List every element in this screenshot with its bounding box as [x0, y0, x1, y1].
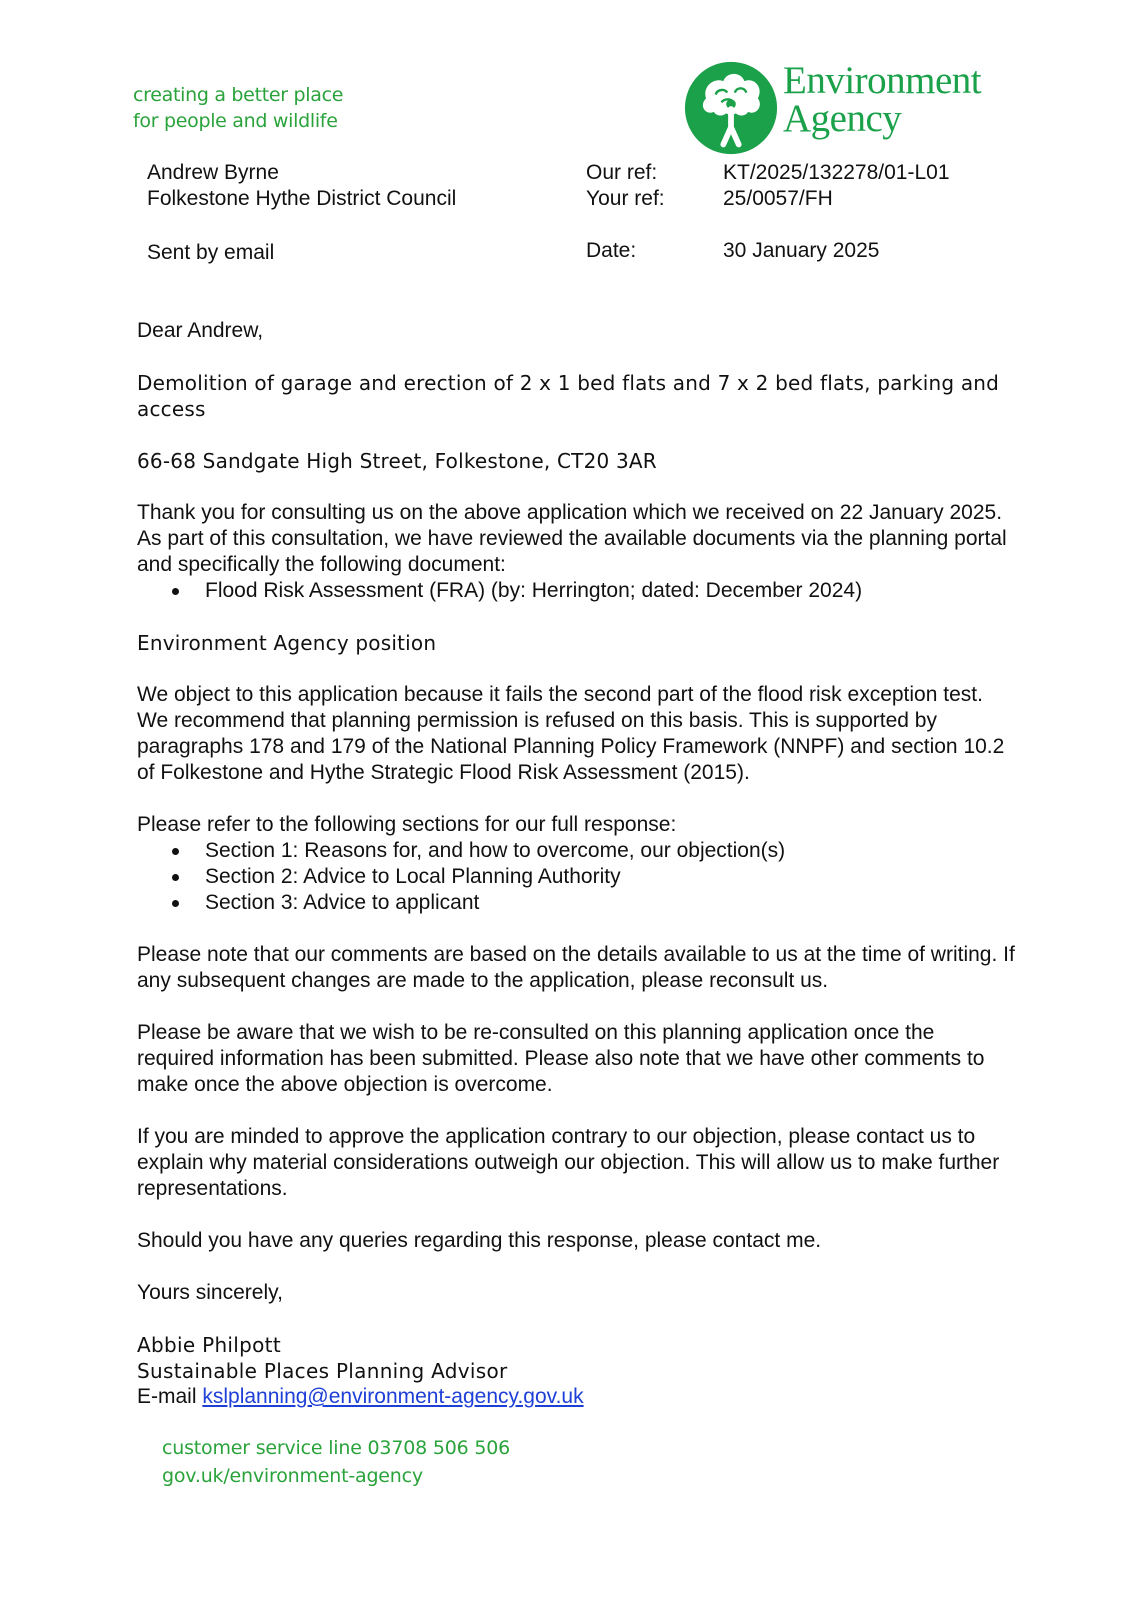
- list-item: Flood Risk Assessment (FRA) (by: Herrington; dated: December 2024): [205, 578, 1017, 604]
- reconsult-paragraph: Please be aware that we wish to be re-consulted on this planning application once the required information has been submitted. Please also note that we have other comments to make once the above objection is overcome.: [137, 1021, 985, 1096]
- sections-intro: Please refer to the following sections for our full response:: [137, 813, 677, 836]
- website: gov.uk/environment-agency: [162, 1465, 423, 1487]
- recipient-address: [147, 160, 456, 212]
- logo-word-environment: Environment: [783, 59, 982, 102]
- position-heading: Environment Agency position: [137, 631, 437, 655]
- recipient-organisation: Folkestone Hythe District Council: [147, 187, 457, 210]
- environment-agency-logo: [683, 58, 1023, 158]
- date-label: Date:: [586, 239, 637, 262]
- customer-service-line: customer service line 03708 506 506: [162, 1437, 510, 1459]
- your-ref-value: 25/0057/FH: [723, 187, 833, 210]
- delivery-method: Sent by email: [147, 241, 275, 264]
- subject: Demolition of garage and erection of 2 x 1 bed flats and 7 x 2 bed flats, parking and access: [137, 371, 1000, 421]
- logo-wordmark: [783, 59, 982, 140]
- signatory-role: Sustainable Places Planning Advisor: [137, 1359, 508, 1383]
- salutation: Dear Andrew,: [137, 319, 264, 342]
- date-value: 30 January 2025: [723, 239, 880, 262]
- email-line: [137, 1384, 1017, 1410]
- recipient-name: Andrew Byrne: [147, 161, 279, 184]
- intro-paragraph: Thank you for consulting us on the above application which we received on 22 January 2025. As part of this consultation, we have reviewed the available documents via the planning portal and specifically the following document:: [137, 501, 1007, 576]
- site-address: 66-68 Sandgate High Street, Folkestone, CT20 3AR: [137, 449, 657, 473]
- logo-word-agency: Agency: [783, 97, 902, 140]
- email-label: E-mail: [137, 1385, 197, 1408]
- list-item: Section 2: Advice to Local Planning Authority: [205, 864, 1017, 890]
- tagline-line-2: for people and wildlife: [133, 110, 338, 132]
- approve-paragraph: If you are minded to approve the application contrary to our objection, please contact us to explain why material considerations outweigh our objection. This will allow us to make further representations.: [137, 1125, 1000, 1200]
- tree-person-icon: [683, 60, 779, 156]
- list-item: Section 1: Reasons for, and how to overcome, our objection(s): [205, 838, 1017, 864]
- document-list: [137, 578, 1017, 604]
- tagline: [133, 82, 343, 134]
- position-paragraph: We object to this application because it fails the second part of the flood risk exception test. We recommend that planning permission is refused on this basis. This is supported by paragraphs 178 and 179 of the National Planning Policy Framework (NNPF) and section 10.2 of Folkestone and Hythe Strategic Flood Risk Assessment (2015).: [137, 683, 1005, 784]
- signatory-name: Abbie Philpott: [137, 1333, 281, 1357]
- letter-body: [137, 318, 1017, 1410]
- your-ref-label: Your ref:: [586, 187, 665, 210]
- reference-block: [586, 160, 950, 264]
- sections-list: [137, 838, 1017, 916]
- our-ref-label: Our ref:: [586, 161, 658, 184]
- list-item: Section 3: Advice to applicant: [205, 890, 1017, 916]
- our-ref-value: KT/2025/132278/01-L01: [723, 161, 950, 184]
- email-link[interactable]: kslplanning@environment-agency.gov.uk: [202, 1385, 584, 1408]
- queries-paragraph: Should you have any queries regarding this response, please contact me.: [137, 1229, 822, 1252]
- tagline-line-1: creating a better place: [133, 84, 344, 106]
- closing: Yours sincerely,: [137, 1281, 283, 1304]
- signature-block: [137, 1332, 1017, 1410]
- footer: [162, 1434, 510, 1490]
- note-paragraph: Please note that our comments are based on the details available to us at the time of writing. If any subsequent changes are made to the application, please reconsult us.: [137, 943, 1015, 992]
